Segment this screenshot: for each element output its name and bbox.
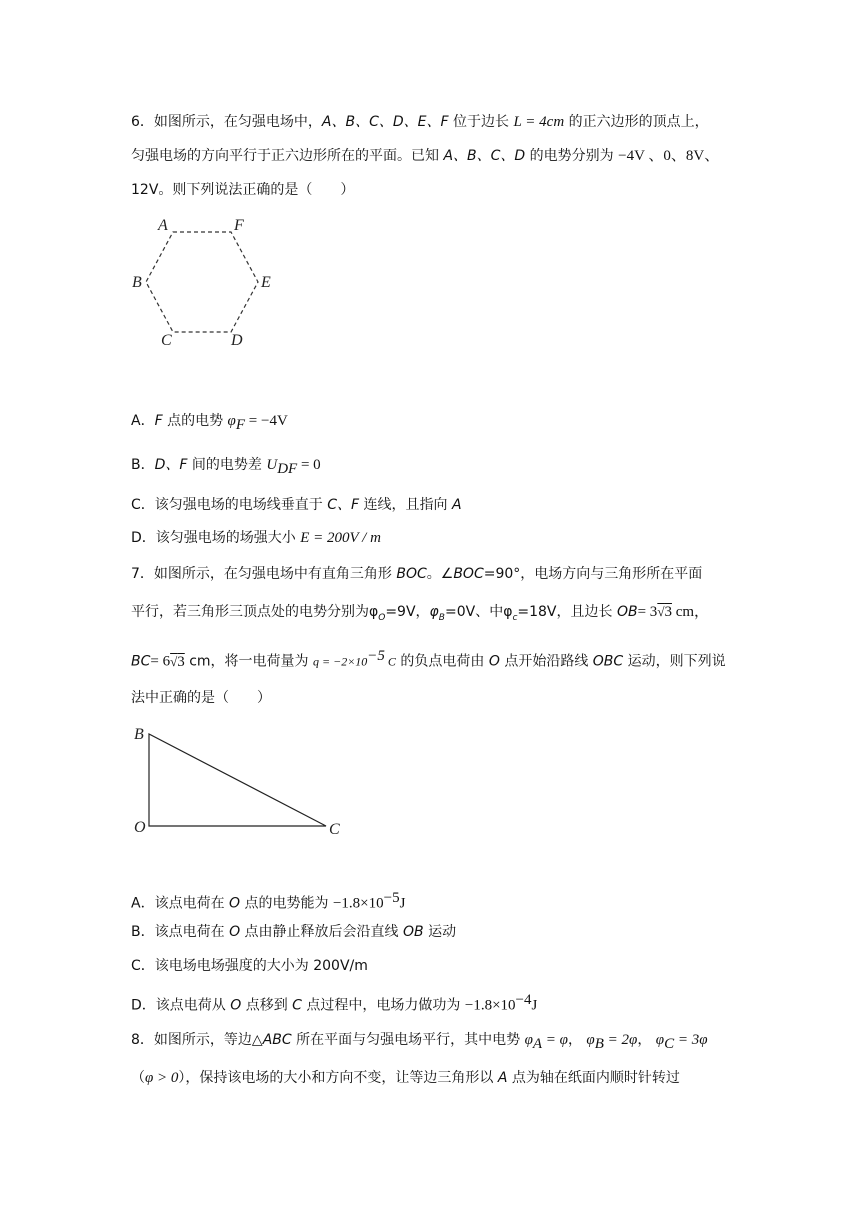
q8-text: （ [131,1070,145,1086]
q6-points: A、B、C、D [443,148,526,164]
option-text: 点过程中，电场力做功为 [301,997,465,1014]
q7-text: =9V， [385,604,430,620]
option-text: C．该匀强电场的电场线垂直于 [131,497,328,513]
q7-text: cm， [671,604,710,620]
q7-text: 运动，则下列说 [623,653,726,670]
point: A [451,497,462,513]
point: O [488,653,500,670]
q6-points: A、B、C、D、E、F [321,114,449,130]
q7-text: 。∠ [426,566,454,582]
option-text: D．该点电荷从 [131,997,231,1014]
q7-text: cm，将一电荷量为 [184,653,313,670]
sqrt-radicand: √3 [170,653,185,670]
math: U [266,457,278,473]
q7-text: 法中正确的是（ ） [131,690,271,706]
sub: c [512,612,518,623]
option-text: A．该点电荷在 [131,895,230,912]
q8-line-1 [131,1030,708,1054]
q6-text: 6．如图所示，在匀强电场中， [131,114,322,130]
point: O [230,997,242,1014]
q7-text: =0V、中φ [444,604,513,620]
q7-option-c [131,956,368,976]
q6-side-length: L = 4cm [513,114,565,130]
path: OBC [592,653,624,670]
option-text: B．该点电荷在 [131,924,230,940]
math: 3 [664,604,672,620]
label-O: O [134,819,146,836]
sub: O [378,612,386,623]
q6-text: 12V。则下列说法正确的是（ ） [131,182,355,198]
q8-line-2 [131,1068,680,1088]
math-sub: A [532,1035,543,1052]
math: = 6 [150,653,171,670]
math: = 3φ [674,1032,708,1048]
phi: φ [429,604,439,620]
label-B: B [132,274,142,291]
math: φ [586,1032,595,1048]
right-triangle-figure [128,722,348,842]
q6-potentials: −4V 、0、8V、 [618,148,720,164]
q7-text: =18V，且边长 [517,604,617,620]
option-text: 点由静止释放后会沿直线 [240,924,403,940]
q6-option-c [131,495,462,515]
separator: ， [637,1032,656,1048]
math: = 0 [297,457,321,473]
q6-text: 位于边长 [448,114,514,130]
math-sub: DF [277,460,298,477]
q8-text: 8．如图所示，等边△ [131,1032,263,1048]
segment: OB [403,924,424,940]
math: φ [655,1032,665,1048]
q6-text: 的正六边形的顶点上， [564,114,709,130]
unit: J [399,895,406,912]
point: D、F [154,457,188,473]
label-F: F [234,217,244,234]
q6-line-1 [131,112,709,132]
q7-line-1 [131,564,702,584]
triangle: BOC [396,566,427,582]
hexagon-figure [128,212,278,352]
label-E: E [261,274,271,291]
q6-option-b [131,455,321,479]
exponent: −5 [383,890,400,906]
q6-line-2 [131,146,719,166]
q7-text: =90°，电场方向与三角形所在平面 [483,566,703,582]
math: 3 [177,653,185,670]
q7-text: 点开始沿路线 [499,653,593,670]
q6-line-3 [131,180,354,200]
q7-line-3 [131,646,726,672]
segment: OB [616,604,638,620]
exponent: −4 [515,992,532,1008]
q7-line-4 [131,688,271,708]
q8-text: 点为轴在纸面内顺时针转过 [507,1070,680,1086]
charge: q = −2×10 [313,654,368,669]
unit: J [531,997,538,1014]
label-C: C [161,332,172,349]
point: C [292,997,302,1014]
q6-option-d [131,528,381,548]
separator: ， [567,1032,587,1048]
q7-option-b [131,922,456,942]
q6-text: 匀强电场的方向平行于正六边形所在的平面。已知 [131,148,444,164]
point: F [154,413,163,429]
option-text: 连线，且指向 [359,497,452,513]
math: = 2φ [603,1032,638,1048]
q7-text: 平行，若三角形三顶点处的电势分别为φ [131,604,379,620]
math: = φ [542,1032,568,1048]
math-sub: C [664,1035,675,1052]
option-text: 点移到 [241,997,293,1014]
label-D: D [231,332,243,349]
hexagon-shape [146,232,258,332]
label-B: B [134,726,144,743]
math: −1.8×10 [464,997,516,1014]
point: C、F [327,497,360,513]
point: O [229,924,241,940]
q7-text: 7．如图所示，在匀强电场中有直角三角形 [131,566,397,582]
option-text: D．该匀强电场的场强大小 [131,530,301,546]
option-label: B． [131,457,155,473]
math-sub: F [235,416,246,433]
unit: C [384,654,396,669]
segment: BC [131,653,151,670]
q6-option-a [131,411,288,435]
q8-text: 所在平面与匀强电场平行，其中电势 [291,1032,525,1048]
label-A: A [158,217,168,234]
option-text: 点的电势 [162,413,228,429]
option-text: 间的电势差 [187,457,267,473]
option-label: A． [131,413,155,429]
option-text: 运动 [423,924,457,940]
math: = −4V [245,413,288,429]
sub: B [438,612,445,623]
point: O [229,895,241,912]
math: φ [227,413,236,429]
q7-line-2 [131,602,709,628]
triangle: ABC [262,1032,292,1048]
math: φ > 0 [145,1070,179,1086]
q7-text: 的负点电荷由 [395,653,489,670]
math: −1.8×10 [332,895,384,912]
label-C: C [329,821,340,838]
option-text: C．该电场电场强度的大小为 200V/m [131,958,368,974]
math: E = 200V / m [300,530,381,546]
q6-text: 的电势分别为 [525,148,619,164]
math: φ [524,1032,533,1048]
triangle-shape [149,734,326,826]
option-text: 点的电势能为 [240,895,333,912]
q8-text: ），保持该电场的大小和方向不变，让等边三角形以 [178,1070,498,1086]
exponent: −5 [367,648,385,664]
math: = 3 [637,604,658,620]
sqrt-radicand: √3 [657,604,672,620]
q7-option-a [131,888,405,914]
q7-option-d [131,990,537,1016]
point: A [497,1070,508,1086]
angle: BOC [453,566,484,582]
math-sub: B [594,1035,604,1052]
